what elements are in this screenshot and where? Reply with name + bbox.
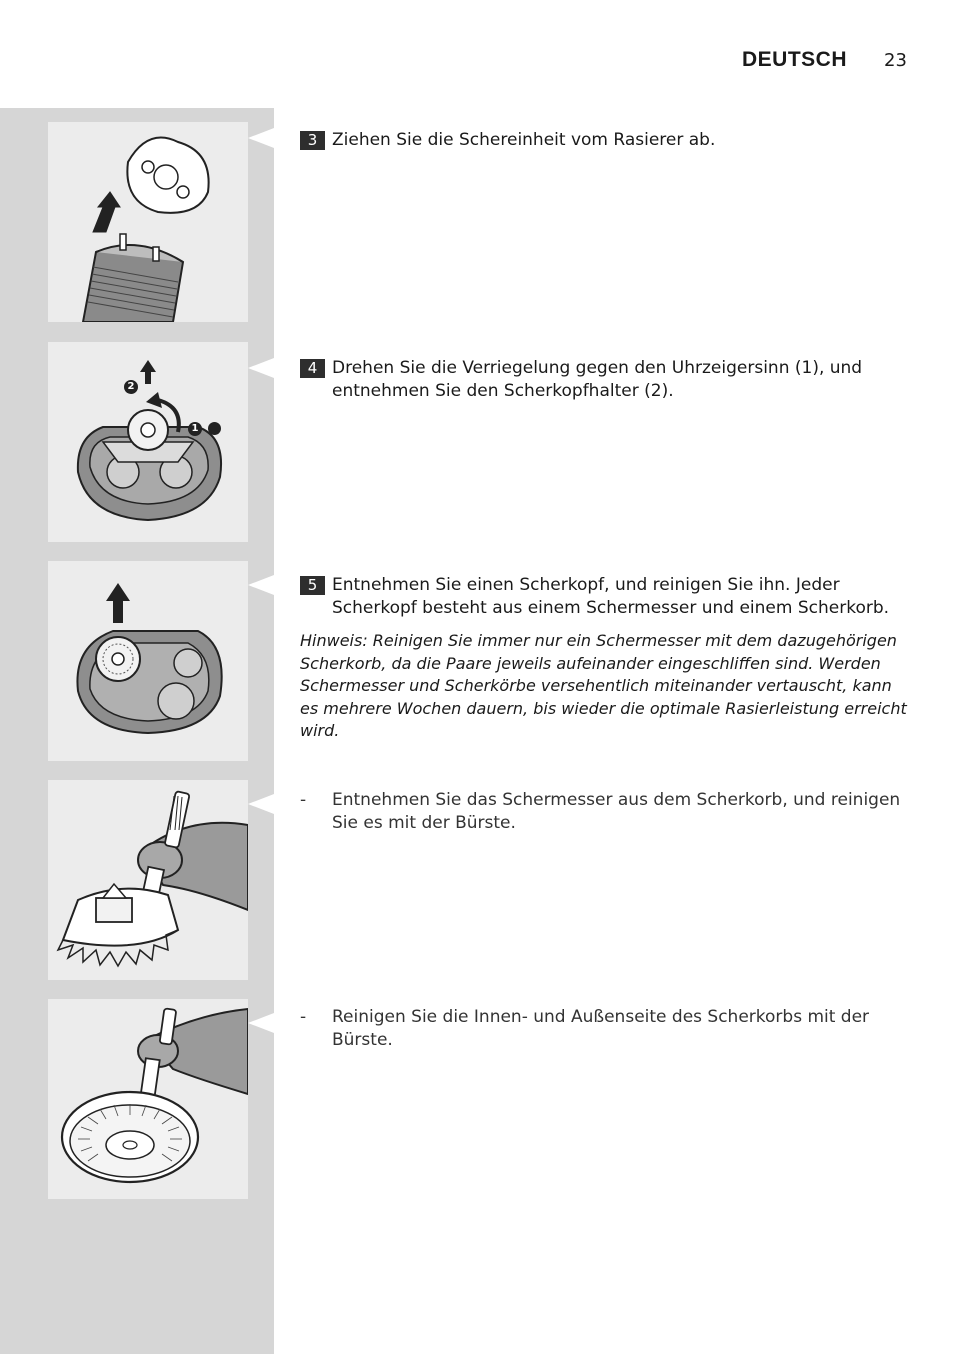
step-number-badge: 5: [300, 576, 325, 595]
panel-pointer: [248, 575, 274, 595]
shaving-head-removal-image: [48, 561, 248, 761]
note-paragraph: Hinweis: Reinigen Sie immer nur ein Schermesser mit dem dazugehörigen Scherkorb, da die Paare jeweils aufeinander eingeschliffen sind. Werden Schermesser und Scherkörbe versehentlich miteinander vertauscht, kann es mehrere Wochen dauern, bis wieder die optimale Rasierleistung erreicht wird.: [300, 631, 907, 740]
step-text: Ziehen Sie die Schereinheit vom Rasierer ab.: [332, 130, 716, 150]
step-4: [300, 357, 910, 402]
step-number-badge: 4: [300, 359, 325, 378]
bullet-text: Reinigen Sie die Innen- und Außenseite des Scherkorbs mit der Bürste.: [332, 1007, 870, 1050]
bullet-dash: -: [300, 790, 307, 810]
illustration-turn-lock: [48, 342, 248, 542]
step-text: Drehen Sie die Verriegelung gegen den Uhrzeigersinn (1), und entnehmen Sie den Scherkopfhalter (2).: [332, 358, 863, 401]
step-5: [300, 574, 910, 619]
step-3: [300, 129, 910, 152]
bullet-clean-cutter: [300, 789, 910, 835]
bullet-dash: -: [300, 1007, 307, 1027]
bullet-text: Entnehmen Sie das Schermesser aus dem Scherkorb, und reinigen Sie es mit der Bürste.: [332, 790, 901, 833]
panel-pointer: [248, 1013, 274, 1033]
page-number: 23: [884, 50, 907, 71]
shaver-unit-removal-image: [48, 122, 248, 322]
unlock-icon: [208, 422, 221, 435]
illustration-remove-shaving-unit: [48, 122, 248, 322]
step-text: Entnehmen Sie einen Scherkopf, und reinigen Sie ihn. Jeder Scherkopf besteht aus einem Schermesser und einem Scherkorb.: [332, 575, 890, 618]
bullet-clean-guard: [300, 1006, 910, 1052]
illustration-clean-cutter: [48, 780, 248, 980]
marker-2: 2: [124, 380, 138, 394]
brush-cutter-image: [48, 780, 248, 980]
lock-rotation-image: [48, 342, 248, 542]
step-number-badge: 3: [300, 131, 325, 150]
panel-pointer: [248, 794, 274, 814]
panel-pointer: [248, 128, 274, 148]
marker-1: 1: [188, 422, 202, 436]
illustration-clean-guard: [48, 999, 248, 1199]
illustration-remove-shaving-head: [48, 561, 248, 761]
brush-guard-image: [48, 999, 248, 1199]
panel-pointer: [248, 358, 274, 378]
language-header: DEUTSCH: [742, 48, 848, 71]
